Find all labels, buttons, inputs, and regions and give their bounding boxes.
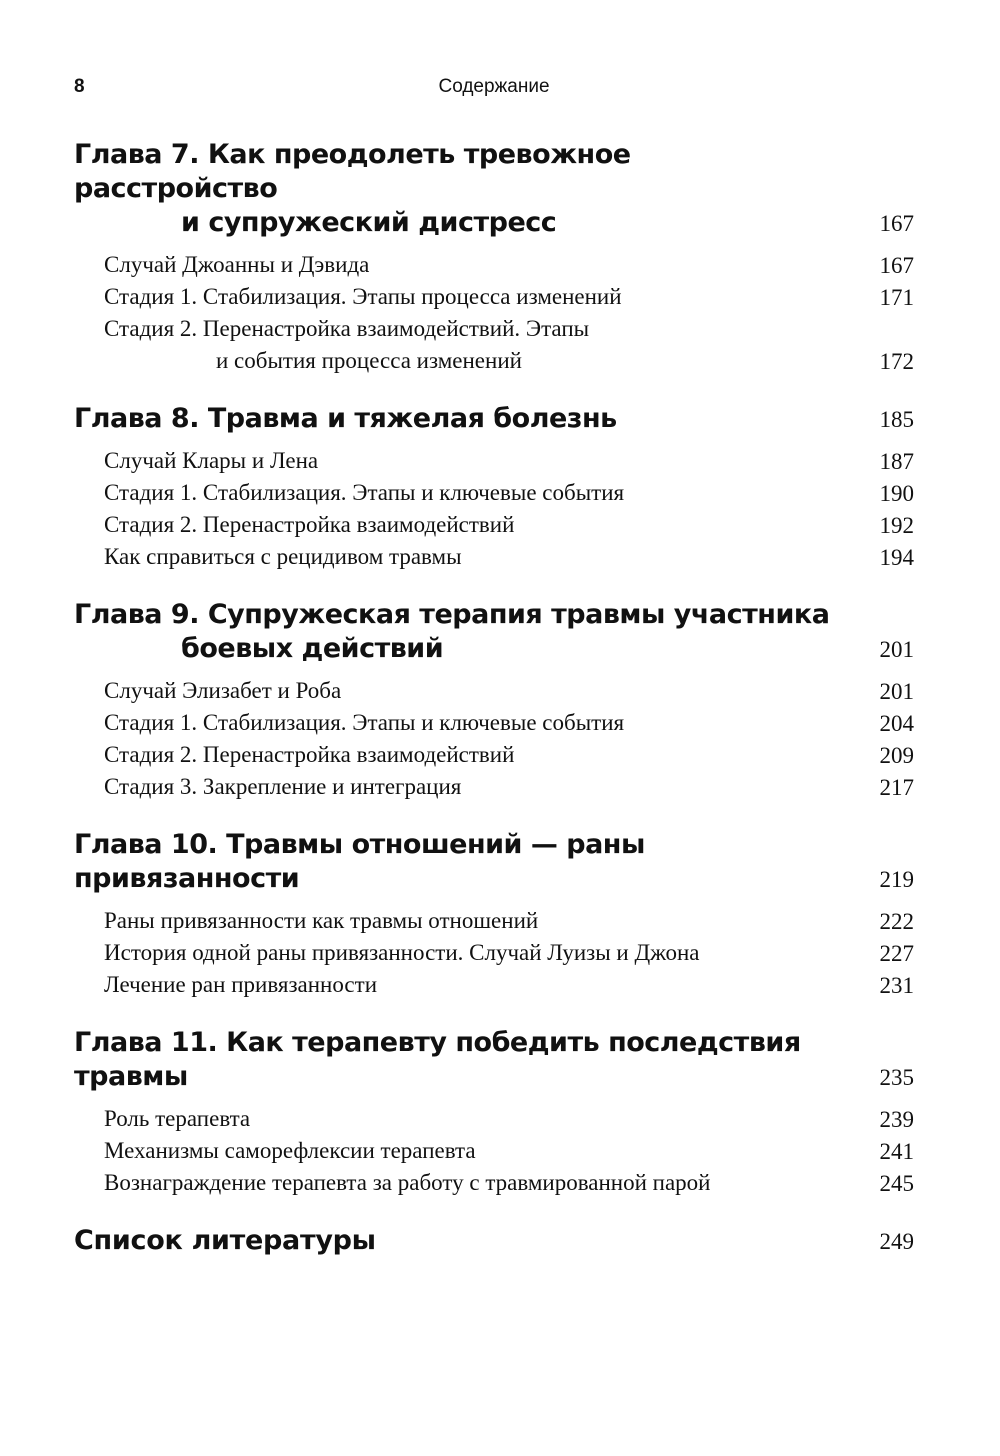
toc-section <box>74 707 914 739</box>
chapter-heading <box>74 828 914 896</box>
section-title: Случай Клары и Лена <box>104 448 319 473</box>
chapter-page-number: 235 <box>879 1065 914 1090</box>
chapter-title-line: Глава 9. Супружеская терапия травмы участника <box>74 599 830 630</box>
chapter-heading <box>74 1026 914 1094</box>
section-title: История одной раны привязанности. Случай Луизы и Джона <box>104 940 700 965</box>
section-page-number: 241 <box>879 1139 914 1164</box>
section-title: Стадия 2. Перенастройка взаимодействий <box>104 742 515 767</box>
section-page-number: 167 <box>879 253 914 278</box>
section-title: Механизмы саморефлексии терапевта <box>104 1138 476 1163</box>
chapter-page-number: 167 <box>879 211 914 236</box>
section-page-number: 204 <box>879 711 914 736</box>
section-page-number: 222 <box>879 909 914 934</box>
section-page-number: 227 <box>879 941 914 966</box>
chapter-title-line: боевых действий <box>181 633 444 664</box>
toc-section <box>74 969 914 1001</box>
running-head <box>74 76 914 104</box>
section-page-number: 194 <box>879 545 914 570</box>
toc-section <box>74 281 914 313</box>
chapter-title-line: Список литературы <box>74 1225 376 1256</box>
chapter-title-line: Глава 7. Как преодолеть тревожное расстройство <box>74 139 631 204</box>
toc-section <box>74 445 914 477</box>
toc-chapter-9 <box>74 598 914 803</box>
toc-section <box>74 1167 914 1199</box>
section-page-number: 192 <box>879 513 914 538</box>
section-title: Раны привязанности как травмы отношений <box>104 908 539 933</box>
chapter-page-number: 219 <box>879 867 914 892</box>
toc-chapter-11 <box>74 1026 914 1199</box>
section-title: Стадия 2. Перенастройка взаимодействий <box>104 512 515 537</box>
toc-section <box>74 509 914 541</box>
section-title: Стадия 1. Стабилизация. Этапы процесса изменений <box>104 284 622 309</box>
toc-chapter-8 <box>74 402 914 573</box>
toc-section <box>74 313 914 377</box>
toc-section <box>74 739 914 771</box>
toc-section <box>74 1103 914 1135</box>
section-title: Стадия 3. Закрепление и интеграция <box>104 774 462 799</box>
section-page-number: 239 <box>879 1107 914 1132</box>
toc-chapter-7 <box>74 138 914 377</box>
table-of-contents <box>74 138 914 1283</box>
section-title: Случай Элизабет и Роба <box>104 678 342 703</box>
section-page-number: 245 <box>879 1171 914 1196</box>
section-list <box>74 905 914 1001</box>
section-page-number: 190 <box>879 481 914 506</box>
chapter-heading <box>74 1224 914 1258</box>
running-title: Содержание <box>438 76 550 97</box>
section-page-number: 172 <box>879 349 914 374</box>
section-title: Стадия 1. Стабилизация. Этапы и ключевые события <box>104 710 625 735</box>
chapter-page-number: 249 <box>879 1229 914 1254</box>
section-list <box>74 1103 914 1199</box>
section-title: Лечение ран привязанности <box>104 972 378 997</box>
section-title: Роль терапевта <box>104 1106 251 1131</box>
chapter-title-line: и супружеский дистресс <box>181 207 557 238</box>
section-page-number: 231 <box>879 973 914 998</box>
section-title: Стадия 1. Стабилизация. Этапы и ключевые события <box>104 480 625 505</box>
section-title-continuation: и события процесса изменений <box>216 348 522 373</box>
section-page-number: 217 <box>879 775 914 800</box>
section-page-number: 209 <box>879 743 914 768</box>
toc-section <box>74 937 914 969</box>
chapter-heading <box>74 138 914 240</box>
section-list <box>74 675 914 803</box>
toc-section <box>74 541 914 573</box>
toc-section <box>74 249 914 281</box>
section-page-number: 201 <box>879 679 914 704</box>
chapter-heading <box>74 402 914 436</box>
chapter-title-line: Глава 10. Травмы отношений — раны привязанности <box>74 829 645 894</box>
section-title: Случай Джоанны и Дэвида <box>104 252 370 277</box>
chapter-heading <box>74 598 914 666</box>
section-title: Как справиться с рецидивом травмы <box>104 544 462 569</box>
toc-section <box>74 905 914 937</box>
toc-section <box>74 675 914 707</box>
toc-section <box>74 477 914 509</box>
chapter-page-number: 185 <box>879 407 914 432</box>
chapter-title-line: Глава 11. Как терапевту победить последствия травмы <box>74 1027 801 1092</box>
section-page-number: 171 <box>879 285 914 310</box>
section-list <box>74 249 914 377</box>
section-title: Вознаграждение терапевта за работу с травмированной парой <box>104 1170 711 1195</box>
section-title: Стадия 2. Перенастройка взаимодействий. Этапы <box>104 316 590 341</box>
section-page-number: 187 <box>879 449 914 474</box>
chapter-page-number: 201 <box>879 637 914 662</box>
toc-section <box>74 1135 914 1167</box>
chapter-title-line: Глава 8. Травма и тяжелая болезнь <box>74 403 617 434</box>
section-list <box>74 445 914 573</box>
toc-section <box>74 771 914 803</box>
toc-chapter-10 <box>74 828 914 1001</box>
page-number: 8 <box>74 76 85 97</box>
toc-bibliography <box>74 1224 914 1258</box>
